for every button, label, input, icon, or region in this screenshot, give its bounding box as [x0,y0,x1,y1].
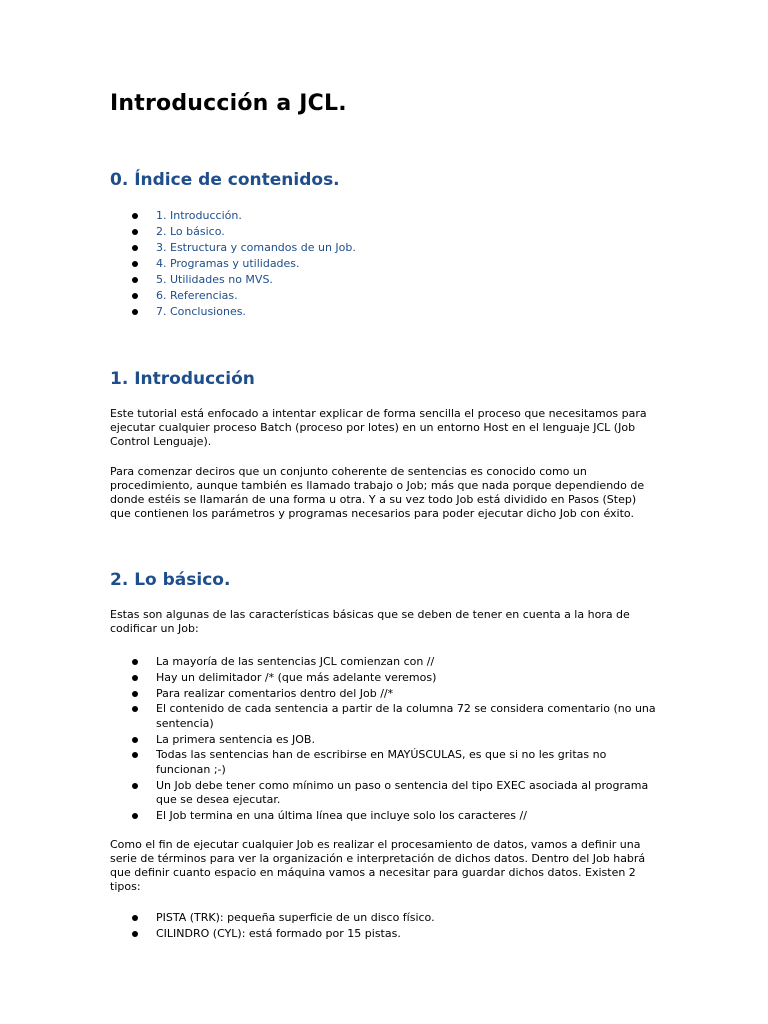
toc-item-estructura[interactable] [110,241,658,256]
section-heading-lo-basico: 2. Lo básico. [110,570,231,590]
storage-units-list [110,911,658,943]
toc-heading: 0. Índice de contenidos. [110,170,340,190]
section-heading-introduccion: 1. Introducción [110,369,255,389]
toc-link[interactable]: 1. Introducción. [156,209,242,222]
toc-item-conclusiones[interactable] [110,305,658,320]
list-item: Todas las sentencias han de escribirse en MAYÚSCULAS, es que si no les gritas no funcionan ;-) [110,748,658,777]
toc-link[interactable]: 3. Estructura y comandos de un Job. [156,240,356,254]
list-item: CILINDRO (CYL): está formado por 15 pistas. [110,927,658,942]
toc-link[interactable]: 5. Utilidades no MVS. [156,272,273,286]
page-title: Introducción a JCL. [110,91,347,116]
toc-item-lo-basico[interactable] [110,225,658,240]
toc-link[interactable]: 4. Programas y utilidades. [156,256,300,270]
basics-paragraph-2: Como el fin de ejecutar cualquier Job es realizar el procesamiento de datos, vamos a definir una serie de términos para ver la organización e interpretación de dichos datos. Dentro del Job habrá que definir cuanto espacio en máquina vamos a necesitar para guardar dichos datos. Existen 2 tipos: [110,838,646,893]
list-item: La mayoría de las sentencias JCL comienzan con // [110,655,658,670]
toc-link[interactable]: 6. Referencias. [156,288,238,302]
basics-paragraph-1: Estas son algunas de las características básicas que se deben de tener en cuenta a la hora de codificar un Job: [110,608,630,635]
list-item: La primera sentencia es JOB. [110,733,658,748]
intro-paragraph-2: Para comenzar deciros que un conjunto coherente de sentencias es conocido como un procedimiento, aunque también es llamado trabajo o Job; más que nada porque dependiendo de donde estéis se llamarán de una forma u otra. Y a su vez todo Job está dividido en Pasos (Step) que contienen los parámetros y programas necesarios para poder ejecutar dicho Job con éxito. [110,465,645,520]
toc-list [110,209,658,321]
toc-item-utilidades[interactable] [110,273,658,288]
toc-link[interactable]: 7. Conclusiones. [156,304,246,318]
list-item: Un Job debe tener como mínimo un paso o sentencia del tipo EXEC asociada al programa que se desea ejecutar. [110,779,658,808]
list-item: PISTA (TRK): pequeña superficie de un disco físico. [110,911,658,926]
toc-item-introduccion[interactable] [110,209,658,224]
list-item: El contenido de cada sentencia a partir de la columna 72 se considera comentario (no una sentencia) [110,702,658,731]
list-item: Para realizar comentarios dentro del Job //* [110,687,658,702]
toc-link[interactable]: 2. Lo básico. [156,224,225,238]
toc-item-referencias[interactable] [110,289,658,304]
list-item: Hay un delimitador /* (que más adelante veremos) [110,671,658,686]
basics-list [110,655,658,825]
intro-paragraph-1: Este tutorial está enfocado a intentar explicar de forma sencilla el proceso que necesitamos para ejecutar cualquier proceso Batch (proceso por lotes) en un entorno Host en el lenguaje JCL (Job Control Lenguaje). [110,407,647,448]
list-item: El Job termina en una última línea que incluye solo los caracteres // [110,809,658,824]
toc-item-programas[interactable] [110,257,658,272]
